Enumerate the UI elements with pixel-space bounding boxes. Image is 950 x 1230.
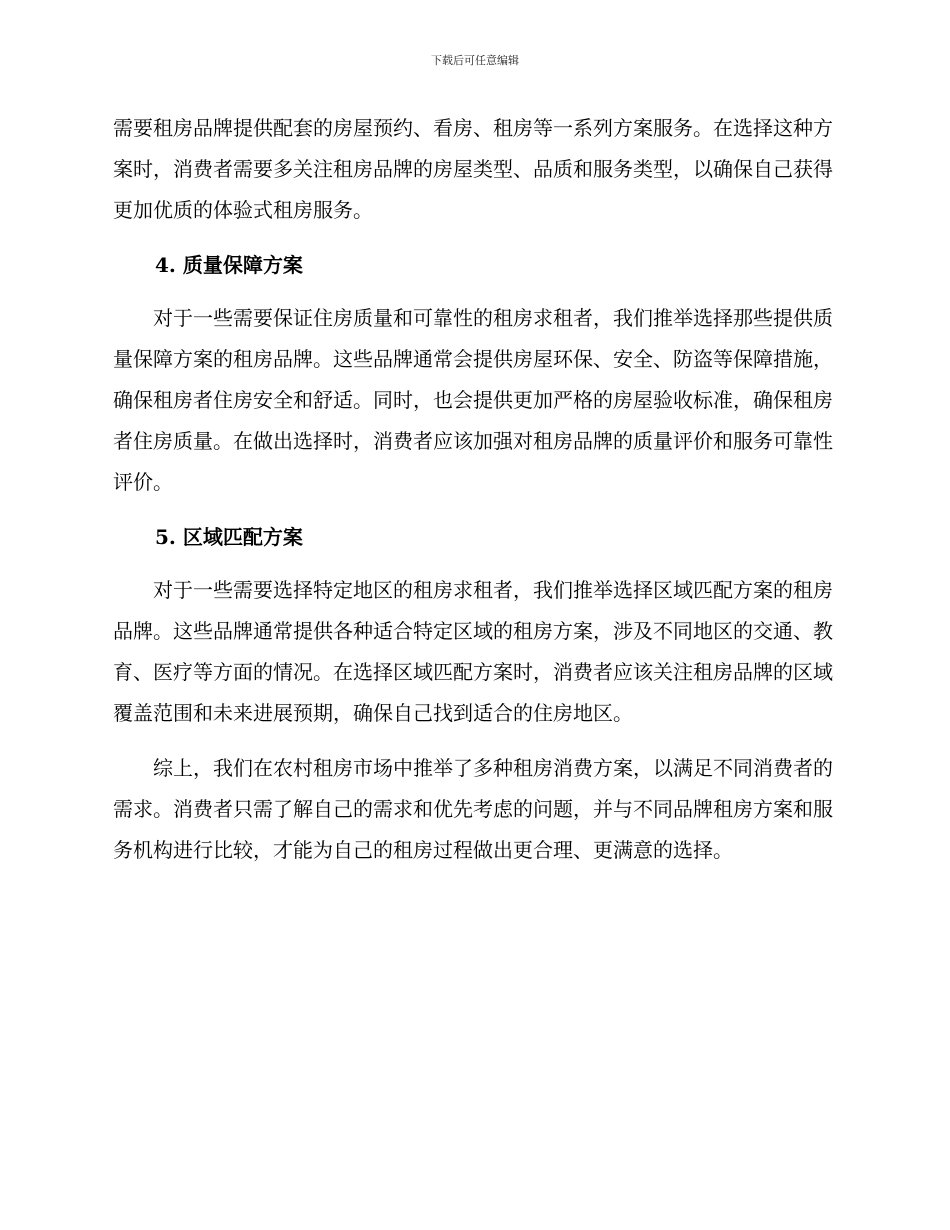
section-heading-region-matching: 5. 区域匹配方案	[155, 525, 303, 549]
paragraph-conclusion: 综上，我们在农村租房市场中推举了多种租房消费方案，以满足不同消费者的需求。消费者只需了解自己的需求和优先考虑的问题，并与不同品牌租房方案和服务机构进行比较，才能为自己的租房过程做出更合理、更满意的选择。	[113, 756, 833, 862]
paragraph-quality-guarantee: 对于一些需要保证住房质量和可靠性的租房求租者，我们推举选择那些提供质量保障方案的租房品牌。这些品牌通常会提供房屋环保、安全、防盗等保障措施，确保租房者住房安全和舒适。同时，也会提供更加严格的房屋验收标准，确保租房者住房质量。在做出选择时，消费者应该加强对租房品牌的质量评价和服务可靠性评价。	[113, 306, 833, 494]
document-body	[113, 108, 833, 885]
section-heading-quality-guarantee: 4. 质量保障方案	[155, 253, 303, 277]
paragraph-continuation: 需要租房品牌提供配套的房屋预约、看房、租房等一系列方案服务。在选择这种方案时，消费者需要多关注租房品牌的房屋类型、品质和服务类型，以确保自己获得更加优质的体验式租房服务。	[113, 116, 833, 222]
page-header: 下载后可任意编辑	[431, 54, 519, 67]
paragraph-region-matching: 对于一些需要选择特定地区的租房求租者，我们推举选择区域匹配方案的租房品牌。这些品牌通常提供各种适合特定区域的租房方案，涉及不同地区的交通、教育、医疗等方面的情况。在选择区域匹配方案时，消费者应该关注租房品牌的区域覆盖范围和未来进展预期，确保自己找到适合的住房地区。	[113, 578, 833, 725]
